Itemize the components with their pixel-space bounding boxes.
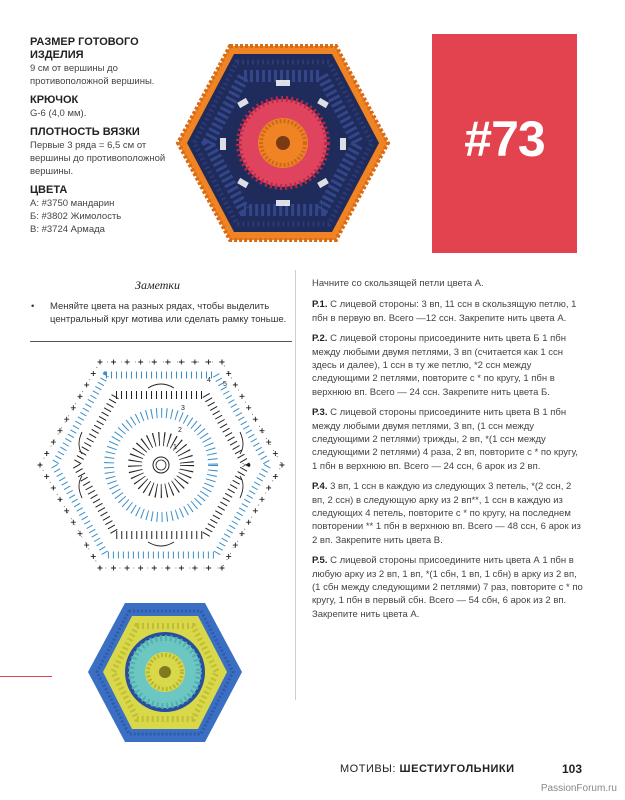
outer-stitch-mark — [266, 485, 271, 490]
outer-stitch-mark — [280, 463, 285, 468]
outer-stitch-mark — [138, 566, 143, 571]
outer-stitch-mark — [58, 428, 63, 433]
row-1 — [312, 298, 584, 325]
outer-stitch-mark — [84, 543, 89, 548]
outer-stitch-mark — [138, 360, 143, 365]
outer-stitch-mark — [84, 382, 89, 387]
row-2-label: Р.2. — [312, 333, 328, 345]
row-1-text: С лицевой стороны: 3 вп, 11 ссн в скользящую петлю, 1 пбн в первую вп. Всего —12 ссн. Закрепите нить цвета А. — [312, 299, 577, 324]
outer-stitch-mark — [152, 566, 157, 571]
outer-stitch-mark — [220, 360, 225, 365]
notes-divider — [30, 341, 292, 342]
color-c: В: #3724 Армада — [30, 224, 105, 235]
row-4-text: 3 вп, 1 ссн в каждую из следующих 3 петель, *(2 ссн, 2 вп, 2 ссн) в следующую арку из 2 вп**, 1 ссн в каждую из следующих 4 петель, повторите с * по кругу, на последнем повторении ** 1 пбн в верхнюю вп. Всего — 48 ссн, 6 арок из 2 вп. Закрепите нить цвета В. — [312, 481, 581, 546]
row-5 — [312, 554, 584, 620]
outer-stitch-mark — [260, 428, 265, 433]
outer-stitch-mark — [71, 405, 76, 410]
outer-stitch-mark — [91, 554, 96, 559]
notes-item — [31, 300, 290, 326]
outer-stitch-mark — [152, 360, 157, 365]
outer-stitch-mark — [165, 566, 170, 571]
outer-stitch-mark — [240, 394, 245, 399]
color-b: Б: #3802 Жимолость — [30, 211, 122, 222]
row-number-5: 5 — [223, 381, 227, 388]
hook-heading: КРЮЧОК — [30, 94, 79, 106]
size-text: 9 см от вершины до противоположной вершины. — [30, 63, 155, 87]
outer-stitch-mark — [260, 497, 265, 502]
outer-stitch-mark — [58, 497, 63, 502]
footer-section — [340, 763, 515, 775]
outer-stitch-mark — [246, 405, 251, 410]
outer-stitch-mark — [78, 531, 83, 536]
gauge-heading: ПЛОТНОСТЬ ВЯЗКИ — [30, 126, 140, 138]
row-number-1: 1 — [173, 444, 177, 451]
outer-stitch-mark — [192, 566, 197, 571]
outer-stitch-mark — [220, 566, 225, 571]
outer-stitch-mark — [51, 485, 56, 490]
outer-stitch-mark — [253, 508, 258, 513]
gauge-text: Первые 3 ряда = 6,5 см от вершины до противоположной вершины. — [30, 140, 166, 177]
outer-stitch-mark — [246, 520, 251, 525]
footer-prefix: МОТИВЫ: — [340, 763, 396, 775]
color-a: А: #3750 мандарин — [30, 198, 115, 209]
row-4 — [312, 480, 584, 546]
size-heading: РАЗМЕР ГОТОВОГО ИЗДЕЛИЯ — [30, 36, 139, 61]
colors-heading: ЦВЕТА — [30, 184, 68, 196]
row-number-4: 4 — [207, 377, 211, 384]
outer-stitch-mark — [98, 360, 103, 365]
outer-stitch-mark — [111, 360, 116, 365]
outer-stitch-mark — [64, 508, 69, 513]
row-1-label: Р.1. — [312, 299, 328, 311]
outer-stitch-mark — [192, 360, 197, 365]
outer-stitch-mark — [78, 394, 83, 399]
outer-stitch-mark — [71, 520, 76, 525]
outer-stitch-mark — [233, 543, 238, 548]
outer-stitch-mark — [165, 360, 170, 365]
crochet-diagram — [30, 350, 292, 580]
outer-stitch-mark — [179, 566, 184, 571]
outer-stitch-mark — [273, 474, 278, 479]
outer-stitch-mark — [206, 566, 211, 571]
row-2-text: С лицевой стороны присоедините нить цвета Б 1 пбн между любыми двумя петлями, 3 вп (считается как 1 ссн здесь и далее), 1 ссн в ту же петлю, *2 ссн между следующими 2 петлями, повторите с * по кругу, 1 пбн в верхнюю вп. Всего — 24 ссн. Закрепите нить цвета Б. — [312, 333, 566, 398]
footer-section-title: ШЕСТИУГОЛЬНИКИ — [399, 763, 515, 775]
row-3-text: С лицевой стороны присоедините нить цвета В 1 пбн между любыми двумя петлями, 3 вп, (1 ссн между следующими 2 петлями) трижды, 2 вп, *(1 ссн между следующими 2 петлями) 4 раза, 2 вп, повторите с * по кругу, 1 пбн в верхнюю вп. Всего — 24 ссн, 6 арок из 2 вп. — [312, 407, 578, 472]
outer-stitch-mark — [233, 382, 238, 387]
outer-stitch-mark — [240, 531, 245, 536]
outer-stitch-mark — [273, 451, 278, 456]
row-number-3: 3 — [181, 405, 185, 412]
row-3-label: Р.3. — [312, 407, 328, 419]
row-5-label: Р.5. — [312, 555, 328, 567]
row-5-text: С лицевой стороны присоедините нить цвета А 1 пбн в любую арку из 2 вп, 1 вп, *(1 сбн, 1 вп, 1 сбн) в арку из 2 вп, (1 сбн между следующими 2 петлями) 7 раз, повторите с * по кругу, 1 пбн в первый сбн. Всего — 54 сбн, 6 арок из 2 вп. Закрепите нить цвета А. — [312, 555, 583, 620]
outer-stitch-mark — [226, 371, 231, 376]
pattern-number: #73 — [464, 111, 545, 167]
instructions — [312, 277, 584, 628]
outer-stitch-mark — [111, 566, 116, 571]
outer-stitch-mark — [206, 360, 211, 365]
outer-stitch-mark — [226, 554, 231, 559]
outer-stitch-mark — [64, 417, 69, 422]
hexagon-photo-bottom — [85, 600, 245, 745]
outer-stitch-mark — [44, 451, 49, 456]
bullet: • — [31, 301, 35, 312]
outer-stitch-mark — [44, 474, 49, 479]
notes-title: Заметки — [135, 278, 181, 292]
notes-item-text: Меняйте цвета на разных рядах, чтобы выделить центральный круг мотива или сделать рамку тоньше. — [50, 301, 287, 325]
outer-stitch-mark — [98, 566, 103, 571]
page-number: 103 — [562, 762, 583, 776]
outer-stitch-mark — [91, 371, 96, 376]
outer-stitch-mark — [266, 440, 271, 445]
side-accent-rule — [0, 676, 52, 677]
pattern-number-block — [432, 34, 577, 253]
hook-text: G-6 (4,0 мм). — [30, 108, 87, 119]
instructions-intro: Начните со скользящей петли цвета А. — [312, 278, 484, 289]
row-4-label: Р.4. — [312, 481, 328, 493]
specs-block — [30, 36, 180, 236]
outer-stitch-mark — [38, 463, 43, 468]
row-number-2: 2 — [178, 427, 182, 434]
hexagon-photo-top — [172, 38, 394, 248]
outer-stitch-mark — [125, 566, 130, 571]
row-2 — [312, 332, 584, 398]
outer-stitch-mark — [125, 360, 130, 365]
outer-stitch-mark — [179, 360, 184, 365]
row-3 — [312, 406, 584, 472]
watermark: PassionForum.ru — [540, 783, 617, 794]
outer-stitch-mark — [51, 440, 56, 445]
column-divider — [295, 270, 296, 700]
outer-stitch-mark — [253, 417, 258, 422]
